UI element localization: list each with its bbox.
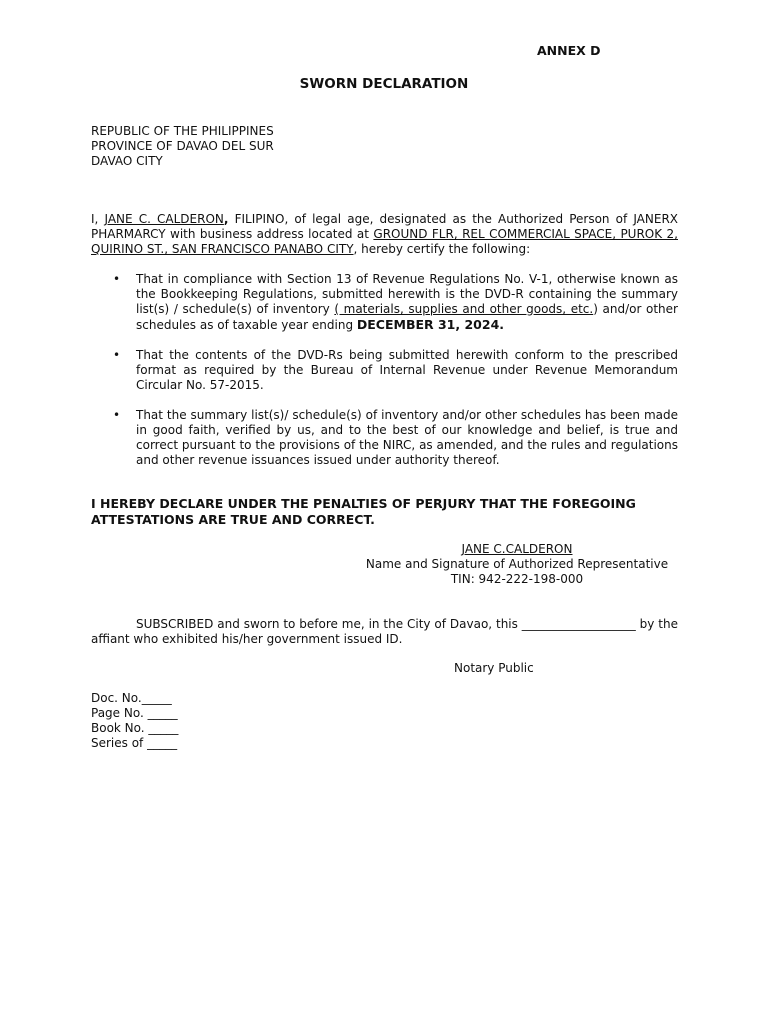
series-of: Series of _____ xyxy=(91,736,178,750)
book-no: Book No. _____ xyxy=(91,721,179,735)
venue-block xyxy=(91,124,274,169)
signatory-name: JANE C.CALDERON xyxy=(461,542,573,556)
declarant-name: JANE C. CALDERON xyxy=(104,212,224,226)
signature-caption: Name and Signature of Authorized Representative xyxy=(365,557,669,571)
intro-paragraph xyxy=(91,212,678,257)
bullet-icon: • xyxy=(113,408,121,422)
page-no: Page No. _____ xyxy=(91,706,178,720)
intro-suffix: , hereby certify the following: xyxy=(353,242,531,256)
attestation-list xyxy=(91,272,678,483)
intro-middle: FILIPINO, of legal age, designated as the Authorized Person of JANERX PHARMARCY with business address located at xyxy=(91,212,679,241)
intro-prefix: I, xyxy=(91,212,105,226)
intro-comma: , xyxy=(223,212,229,226)
bullet-icon: • xyxy=(113,272,121,286)
signature-block xyxy=(340,542,694,587)
attestation-item xyxy=(91,348,678,393)
jurat-paragraph: SUBSCRIBED and sworn to before me, in the City of Davao, this ___________________ by the affiant who exhibited his/her government issued ID. xyxy=(91,617,678,646)
doc-no: Doc. No._____ xyxy=(91,691,172,705)
bullet-icon: • xyxy=(113,348,121,362)
venue-province: PROVINCE OF DAVAO DEL SUR xyxy=(91,139,274,153)
annex-label: ANNEX D xyxy=(537,43,601,58)
attestation-item xyxy=(91,408,678,468)
attestation-1-text: That in compliance with Section 13 of Revenue Regulations No. V-1, otherwise known as the Bookkeeping Regulations, submitted herewith is the DVD-R containing the summary list(s) / schedule(s) of inventory xyxy=(136,272,678,316)
attestation-3-text: That the summary list(s)/ schedule(s) of inventory and/or other schedules has been made in good faith, verified by us, and to the best of our knowledge and belief, is true and correct pursuant to the provisions of the NIRC, as amended, and the rules and regulations and other revenue issuances issued under authority thereof. xyxy=(136,408,678,467)
taxable-year-end-date: DECEMBER 31, 2024. xyxy=(356,317,505,332)
attestation-item xyxy=(91,272,678,333)
attestation-1-after: ) and/or other schedules as of taxable year ending xyxy=(136,302,678,332)
notarial-register xyxy=(91,691,178,751)
attestation-2-text: That the contents of the DVD-Rs being submitted herewith conform to the prescribed format as required by the Bureau of Internal Revenue under Revenue Memorandum Circular No. 57-2015. xyxy=(136,348,678,392)
venue-country: REPUBLIC OF THE PHILIPPINES xyxy=(91,124,274,138)
business-address: GROUND FLR, REL COMMERCIAL SPACE, PUROK 2, QUIRINO ST., SAN FRANCISCO PANABO CITY xyxy=(91,227,678,256)
venue-city: DAVAO CITY xyxy=(91,154,163,168)
perjury-declaration: I HEREBY DECLARE UNDER THE PENALTIES OF PERJURY THAT THE FOREGOING ATTESTATIONS ARE TRUE AND CORRECT. xyxy=(91,496,636,527)
attestation-1-underlined: ( materials, supplies and other goods, etc. xyxy=(334,302,594,316)
signatory-tin: TIN: 942-222-198-000 xyxy=(450,572,584,586)
document-title: SWORN DECLARATION xyxy=(299,76,469,92)
notary-public-label: Notary Public xyxy=(454,661,534,675)
